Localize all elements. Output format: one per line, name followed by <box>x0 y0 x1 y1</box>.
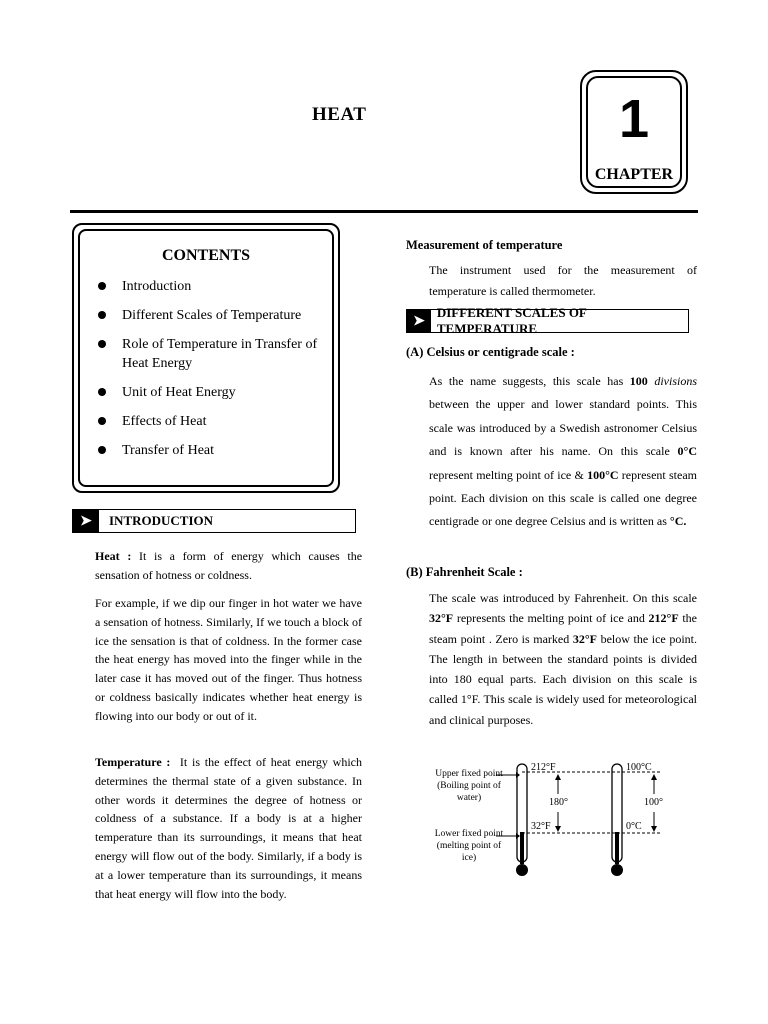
temperature-definition: Temperature : It is the effect of heat energy which determines the thermal state of a given substance. In other words it determines the degree of hotness or coldness of a substance. If a body is at a higher temperature than its surroundings, it means that heat energy will flow out of the body. Similarly, if a body is at a lower temperature than its surroundings, it means that heat energy will flow into the body. <box>95 755 363 901</box>
arrow-icon: ➤ <box>73 510 99 532</box>
heat-example: For example, if we dip our finger in hot water we have a sensation of hotness. Similarly, If we touch a block of ice the sensation is that of coldness. In the former case the heat energy has moved into the finger while in the later case it has moved out of the finger. Thus hotness or coldness basically indicates whether heat energy is flowing into our body or out of it. <box>95 596 362 723</box>
contents-item: Introduction <box>94 277 334 296</box>
contents-title: CONTENTS <box>161 247 251 264</box>
contents-item: Different Scales of Temperature <box>94 306 334 325</box>
contents-list <box>94 277 334 470</box>
introduction-heading: ➤ INTRODUCTION <box>72 509 356 533</box>
contents-item: Transfer of Heat <box>94 441 334 460</box>
contents-item: Effects of Heat <box>94 412 334 431</box>
page-title: HEAT <box>312 104 367 125</box>
scales-heading: ➤ DIFFERENT SCALES OF TEMPERATURE <box>406 309 689 333</box>
chapter-label: CHAPTER <box>594 166 674 183</box>
contents-box <box>72 223 340 493</box>
celsius-bottom-label: 0°C <box>626 821 642 832</box>
fahrenheit-top-label: 212°F <box>531 762 556 773</box>
lower-fixed-point-label: Lower fixed point (melting point of ice) <box>434 829 504 863</box>
measurement-text: The instrument used for the measurement of temperature is called thermometer. <box>429 263 697 298</box>
header-divider <box>70 210 698 213</box>
chapter-number: 1 <box>618 89 650 149</box>
fahrenheit-text: The scale was introduced by Fahrenheit. On this scale 32°F represents the melting point of ice and 212°F the steam point . Zero is marked 32°F below the ice point. The length in between the standard points is divided into 180 equal parts. Each division on this scale is called 1°F. This scale is widely used for meteorological and clinical purposes. <box>429 591 698 727</box>
fahrenheit-heading: (B) Fahrenheit Scale : <box>406 565 523 579</box>
celsius-text: As the name suggests, this scale has 100 divisions between the upper and lower standard points. This scale was introduced by a Swedish astronomer Celsius and is known after his name. On this scale 0°C represent melting point of ice & 100°C represent steam point. Each division on this scale is called one degree centigrade or one degree Celsius and is written as °C. <box>429 374 698 529</box>
celsius-span-label: 100° <box>644 797 663 808</box>
heat-definition: Heat : It is a form of energy which causes the sensation of hotness or coldness. <box>95 549 363 582</box>
contents-item: Unit of Heat Energy <box>94 383 334 402</box>
measurement-heading: Measurement of temperature <box>406 238 563 252</box>
fahrenheit-span-label: 180° <box>549 797 568 808</box>
celsius-heading: (A) Celsius or centigrade scale : <box>406 345 575 359</box>
thermometer-figure <box>430 758 700 886</box>
upper-fixed-point-label: Upper fixed point (Boiling point of water) <box>435 769 503 803</box>
fahrenheit-bottom-label: 32°F <box>531 821 551 832</box>
celsius-top-label: 100°C <box>626 762 652 773</box>
contents-item: Role of Temperature in Transfer of Heat Energy <box>94 335 334 373</box>
chapter-badge <box>580 70 688 194</box>
arrow-icon: ➤ <box>407 310 431 332</box>
